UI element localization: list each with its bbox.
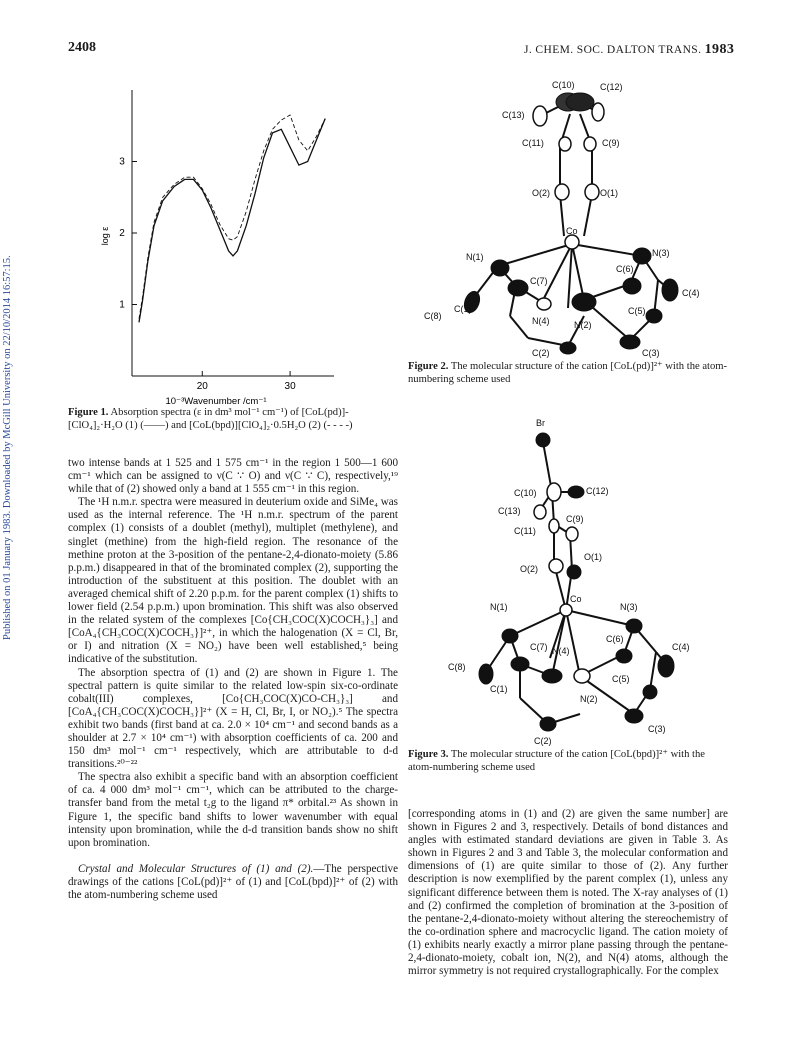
x-axis-label: 10⁻³Wavenumber /cm⁻¹ [165, 396, 267, 407]
left-column-text [68, 457, 398, 902]
chart-series [139, 115, 325, 322]
fig3-c3: C(3) [648, 724, 666, 734]
right-paragraph-1: [corresponding atoms in (1) and (2) are given the same number] are shown in Figures 2 and 3, respectively. Details of bond distances and angles with estimated standard deviations are given in Table 3. As shown in Figures 2 and 3 and Table 3, the molecular conformation and dimensions of (1) are quite similar to those of (2). Any further description is now exemplified by the parent complex (1), unless any significant difference between them is noted. The X-ray analyses of (1) and (2) confirmed the completion of bromination at the 3-position of the pentane-2,4-dionato-moiety without altering the stereochemistry of the co-ordination sphere and macrocyclic ligand. The cation moiety of (1) exhibits nearly exactly a mirror plane passing through the pentane-2,4-dionato-moiety, cobalt ion, N(2), and N(4) atoms, although the mirror symmetry is not required crystallographically. For the complex [408, 808, 728, 978]
fig2-n2: N(2) [574, 320, 592, 330]
journal-year: 1983 [704, 42, 735, 57]
fig2-c5: C(5) [628, 306, 646, 316]
figure1-text: Absorption spectra (ε in dm³ mol⁻¹ cm⁻¹) of [CoL(pd)]-[ClO₄]₂·H₂O (1) (——) and [CoL(bpd)][ClO₄]₂·0.5H₂O (2) (- - - -) [68, 407, 353, 431]
series-line-solid [139, 119, 325, 323]
figure3-text: The molecular structure of the cation [CoL(bpd)]²⁺ with the atom-numbering scheme used [408, 749, 705, 773]
fig3-c5: C(5) [612, 674, 630, 684]
fig3-atoms [479, 433, 674, 731]
figure2-caption [408, 361, 728, 386]
y-tick-label: 3 [119, 156, 125, 168]
download-note: Published on 01 January 1983. Downloaded by McGill University on 22/10/2014 16:57:15. [2, 255, 13, 640]
fig2-c4: C(4) [682, 288, 700, 298]
fig3-n4: N(4) [552, 646, 570, 656]
fig2-c2: C(2) [532, 348, 550, 358]
y-tick-label: 1 [119, 299, 125, 311]
fig3-c2: C(2) [534, 736, 552, 746]
section-heading-body: —The perspective drawings of the cations [CoL(pd)]²⁺ of (1) and [CoL(bpd)]²⁺ of (2) with the atom-numbering scheme used [68, 862, 398, 901]
x-tick-label: 30 [284, 381, 296, 392]
fig3-c6: C(6) [606, 634, 624, 644]
left-paragraph-5 [68, 863, 398, 902]
fig3-c9: C(9) [566, 514, 584, 524]
fig3-c8: C(8) [448, 662, 466, 672]
left-paragraph-2: The ¹H n.m.r. spectra were measured in deuterium oxide and SiMe₄ was used as the internal reference. The ¹H n.m.r. spectrum of the parent complex (1) consists of a doublet (methyl), multiplet (methylene), and singlet (methine) from the high-field region. The resonance of the methine proton at the 3-position of the pentane-2,4-dionato-moiety (5.86 p.p.m.) disappeared in that of the brominated complex (2), supporting the introduction of the substituent at this position. The doublet with an averaged chemical shift of 2.20 p.p.m. for the parent complex (1) shifts to lower field (2.54 p.p.m.) upon bromination. This shift was also observed in the related system of the complexes [Co{CH₃COC(X)COCH₃}₃] and [CoA₄{CH₃COC(X)COCH₃}]²⁺, in which the halogenation (X = Cl, Br, or I) and nitration (X = NO₂) have been well established,⁵ being indicative of the substitution. [68, 496, 398, 666]
y-tick-label: 2 [119, 228, 125, 239]
fig2-o2: O(2) [532, 188, 550, 198]
section-heading: Crystal and Molecular Structures of (1) and (2). [78, 862, 314, 875]
journal-header [524, 42, 734, 58]
figure2-text: The molecular structure of the cation [CoL(pd)]²⁺ with the atom-numbering scheme used [408, 361, 728, 385]
figure2-label: Figure 2. [408, 361, 449, 372]
right-column-text [408, 808, 728, 978]
fig3-n3: N(3) [620, 602, 638, 612]
fig3-o2: O(2) [520, 564, 538, 574]
fig2-n4: N(4) [532, 316, 550, 326]
figure3-label: Figure 3. [408, 749, 449, 760]
fig2-o1: O(1) [600, 188, 618, 198]
fig2-atoms [462, 93, 678, 354]
fig2-c7: C(7) [530, 276, 548, 286]
figure1-label: Figure 1. [68, 407, 109, 418]
left-paragraph-1: two intense bands at 1 525 and 1 575 cm⁻¹ in the region 1 500—1 600 cm⁻¹ which can be assigned to ν(C ∵ O) and ν(C ∵ C), respectively,¹⁹ while that of (2) showed only a band at 1 555 cm⁻¹ in this region. [68, 457, 398, 496]
fig2-c6: C(6) [616, 264, 634, 274]
fig2-c12: C(12) [600, 82, 623, 92]
figure2-molecular-structure [420, 76, 720, 368]
absorption-spectra-chart [88, 84, 400, 414]
fig2-c9: C(9) [602, 138, 620, 148]
fig2-c8: C(8) [424, 311, 442, 321]
fig3-c1: C(1) [490, 684, 508, 694]
fig2-n1: N(1) [466, 252, 484, 262]
fig3-o1: O(1) [584, 552, 602, 562]
fig3-c4: C(4) [672, 642, 690, 652]
fig2-co: Co [566, 226, 578, 236]
fig2-c1: C(1) [454, 304, 472, 314]
fig2-c3: C(3) [642, 348, 660, 358]
fig3-c11: C(11) [514, 526, 536, 536]
fig3-br: Br [536, 418, 545, 428]
fig3-c10: C(10) [514, 488, 537, 498]
fig3-co: Co [570, 594, 582, 604]
fig3-c12: C(12) [586, 486, 609, 496]
page-number: 2408 [68, 40, 96, 55]
fig3-n2: N(2) [580, 694, 598, 704]
y-axis-label: log ε [100, 226, 110, 246]
figure3-molecular-structure [420, 414, 720, 750]
fig2-c10: C(10) [552, 80, 575, 90]
figure1-caption [68, 407, 400, 432]
fig3-c13: C(13) [498, 506, 521, 516]
fig2-c11: C(11) [522, 138, 544, 148]
left-paragraph-3: The absorption spectra of (1) and (2) are shown in Figure 1. The spectral pattern is quite similar to the related low-spin six-co-ordinate cobalt(III) complexes, [Co{CH₃COC(X)CO-CH₃}₃] and [CoA₄{CH₃COC(X)COCH₃}]²⁺ (X = H, Cl, Br, I, or NO₂).⁵ The spectra exhibit two bands (first band at ca. 2.0 × 10⁴ cm⁻¹ and second bands as a shoulder at 2.7 × 10⁴ cm⁻¹) with absorption coefficients of ca. 200 and 150 dm³ mol⁻¹ cm⁻¹ respectively, which are attributable to d-d transitions.²⁰⁻²² [68, 666, 398, 771]
fig3-n1: N(1) [490, 602, 508, 612]
fig3-bonds [486, 442, 666, 724]
left-paragraph-4: The spectra also exhibit a specific band with an absorption coefficient of ca. 4 000 dm³ mol⁻¹ cm⁻¹, which can be attributed to the charge-transfer band from the metal t₂g to the ligand π* orbital.²³ As shown in Figure 1, the specific band shifts to lower wavenumber with equal intensity upon bromination, while the d-d transition bands show no shift upon bromination. [68, 771, 398, 849]
fig3-c7: C(7) [530, 642, 548, 652]
fig2-c13: C(13) [502, 110, 525, 120]
x-tick-label: 20 [196, 381, 208, 392]
figure3-caption [408, 749, 728, 774]
fig2-n3: N(3) [652, 248, 670, 258]
journal-name: J. CHEM. SOC. DALTON TRANS. [524, 44, 702, 56]
series-line-dashed [139, 115, 325, 319]
